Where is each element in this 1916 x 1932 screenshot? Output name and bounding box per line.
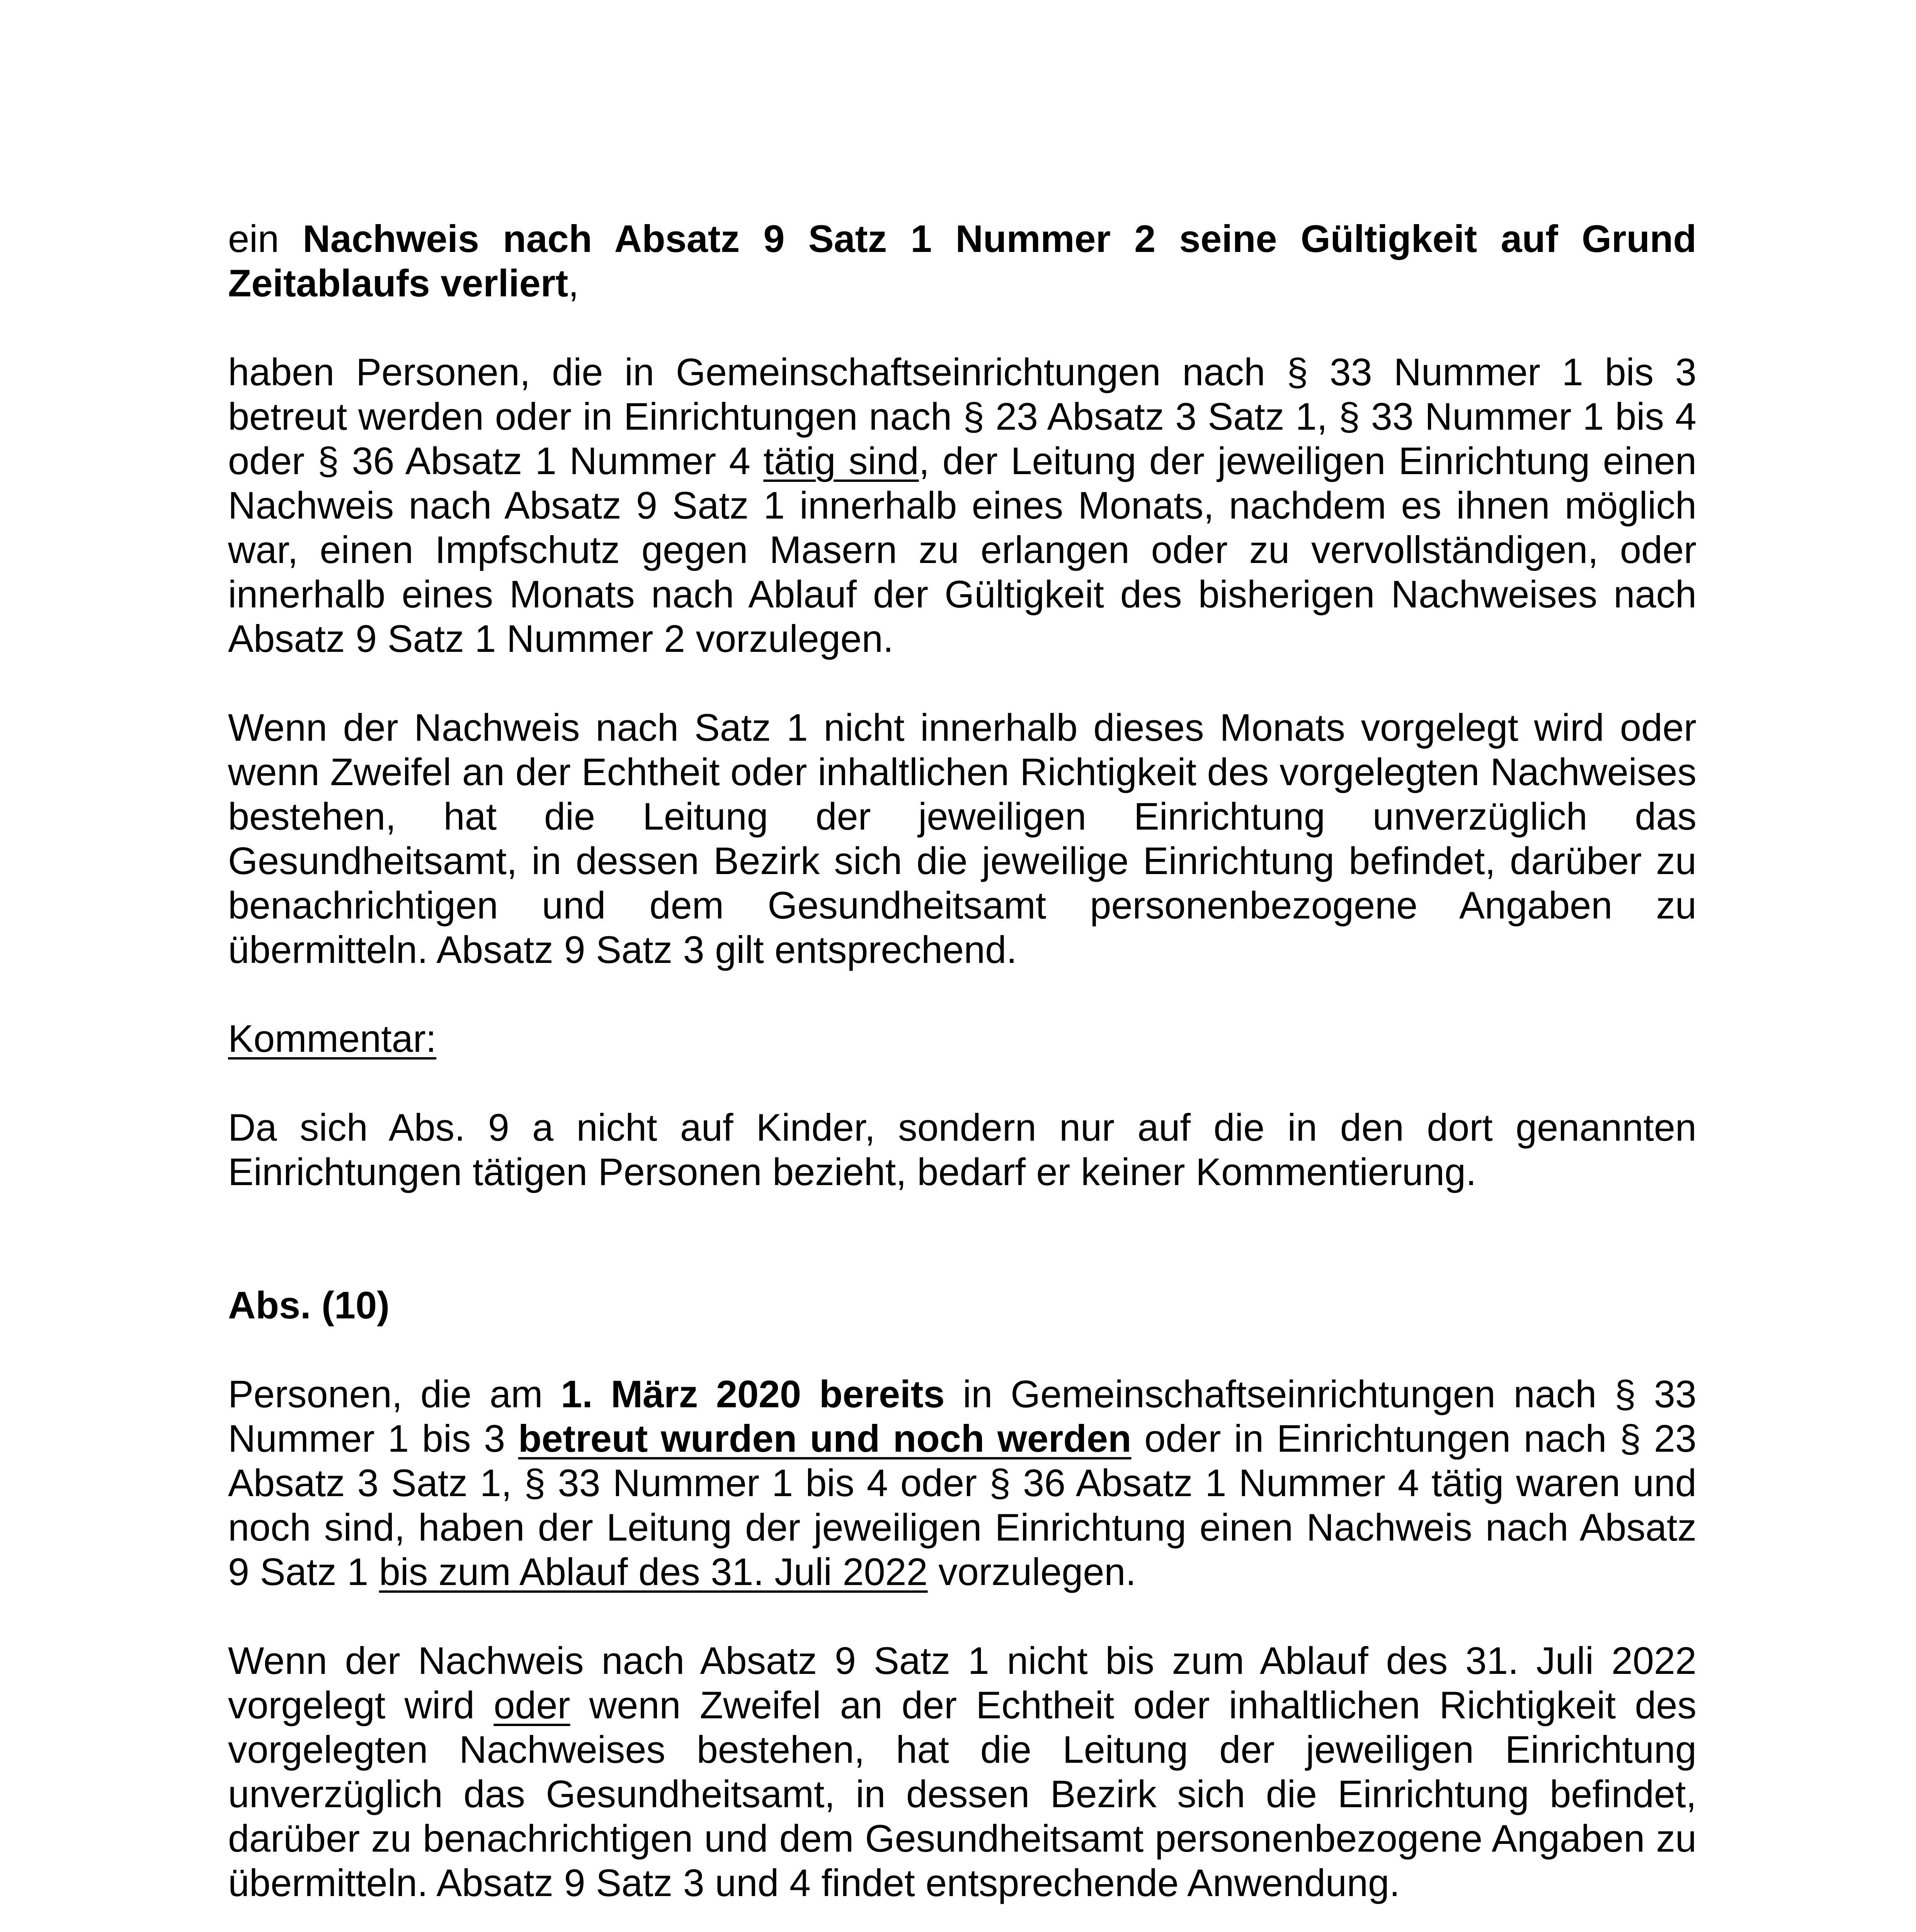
text-run: wenn Zweifel an der Echtheit oder inhaltlichen Richtigkeit des vorgelegten Nachweises bestehen, hat die Leitung der jeweiligen Einrichtung unverzüglich das Gesundheitsamt, in dessen Bezirk sich die Einrichtung befindet, darüber zu benachrichtigen und dem Gesundheitsamt personenbezogene Angaben zu übermitteln. Absatz 9 Satz 3 und 4 findet entsprechende Anwendung.: [228, 1684, 1696, 1904]
text-run: vorzulegen.: [927, 1550, 1136, 1593]
bold-underlined-text: betreut wurden und noch werden: [518, 1417, 1132, 1460]
text-run: ,: [568, 262, 579, 304]
comment-label: [228, 1016, 1696, 1061]
text-run: Personen, die am: [228, 1372, 561, 1415]
document-page: [228, 216, 1696, 1932]
text-run: Wenn der Nachweis nach Absatz 9 Satz 1 nicht bis zum Ablauf des 31. Juli 2022 vorgelegt wird: [228, 1639, 1696, 1726]
paragraph-obligation: [228, 350, 1696, 661]
paragraph-abs-10-second: [228, 1638, 1696, 1905]
underlined-text: tätig sind: [763, 439, 919, 482]
text-run: , der Leitung der jeweiligen Einrichtung einen Nachweis nach Absatz 9 Satz 1 innerhalb eines Monats, nachdem es ihnen möglich war, einen Impfschutz gegen Masern zu erlangen oder zu vervollständigen, oder innerhalb eines Monats nach Ablauf der Gültigkeit des bisherigen Nachweises nach Absatz 9 Satz 1 Nummer 2 vorzulegen.: [228, 439, 1697, 660]
text-run: haben Personen, die in Gemeinschaftseinrichtungen nach § 33 Nummer 1 bis 3 betreut werden oder in Einrichtungen nach § 23 Absatz 3 Satz 1, § 33 Nummer 1 bis 4 oder § 36 Absatz 1 Nummer 4: [228, 350, 1696, 482]
text-run: oder in Einrichtungen nach § 23 Absatz 3 Satz 1, § 33 Nummer 1 bis 4 oder § 36 Absatz 1 Nummer 4 tätig waren und noch sind, haben der Leitung der jeweiligen Einrichtung einen Nachweis nach Absatz 9 Satz 1: [228, 1417, 1696, 1593]
comment-label-text: Kommentar:: [228, 1017, 437, 1060]
paragraph-continuation: [228, 216, 1696, 305]
bold-text: Nachweis nach Absatz 9 Satz 1 Nummer 2 seine Gültigkeit auf Grund Zeitablaufs verliert: [228, 217, 1696, 304]
comment-text: Da sich Abs. 9 a nicht auf Kinder, sondern nur auf die in den dort genannten Einrichtungen tätigen Personen bezieht, bedarf er keiner Kommentierung.: [228, 1106, 1696, 1193]
text-run: ein: [228, 217, 303, 260]
text-run: in Gemeinschaftseinrichtungen nach § 33 Nummer 1 bis 3: [228, 1372, 1696, 1460]
bold-text: 1. März 2020 bereits: [561, 1372, 945, 1415]
underlined-text: oder: [493, 1684, 570, 1726]
underlined-text: bis zum Ablauf des 31. Juli 2022: [379, 1550, 928, 1593]
section-heading-abs-10: Abs. (10): [228, 1284, 390, 1327]
paragraph-abs-10-first: [228, 1372, 1696, 1594]
paragraph-notification: Wenn der Nachweis nach Satz 1 nicht innerhalb dieses Monats vorgelegt wird oder wenn Zweifel an der Echtheit oder inhaltlichen Richtigkeit des vorgelegten Nachweises bestehen, hat die Leitung der jeweiligen Einrichtung unverzüglich das Gesundheitsamt, in dessen Bezirk sich die jeweilige Einrichtung befindet, darüber zu benachrichtigen und dem Gesundheitsamt personenbezogene Angaben zu übermitteln. Absatz 9 Satz 3 gilt entsprechend.: [228, 706, 1696, 971]
